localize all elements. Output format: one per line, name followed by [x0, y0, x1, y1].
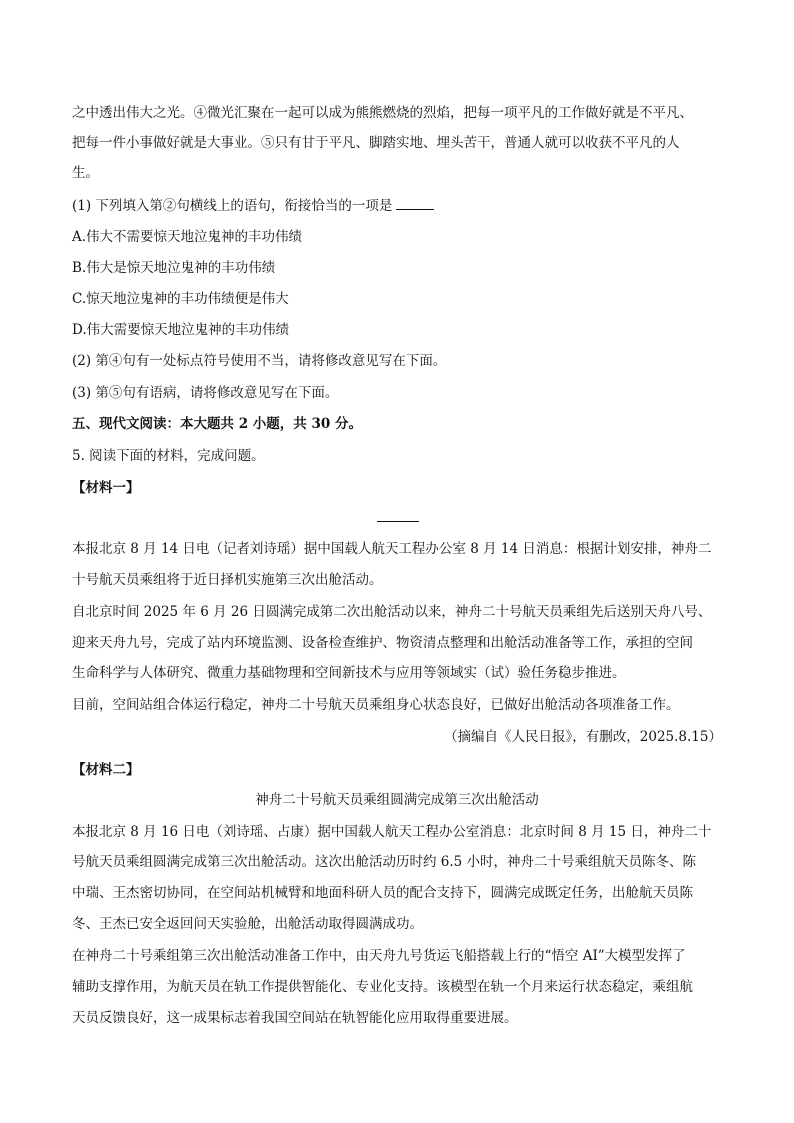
- text-line: 辅助支撑作用，为航天员在轨工作提供智能化、专业化支持。该模型在轨一个月来运行状态稳定，乘组航: [72, 979, 693, 995]
- text-line: 迎来天舟九号，完成了站内环境监测、设备检查维护、物资清点整理和出舱活动准备等工作，承担的空间: [72, 635, 693, 651]
- text-line: 把每一件小事做好就是大事业。⑤只有甘于平凡、脚踏实地、埋头苦干，普通人就可以收获不平凡的人: [72, 135, 680, 151]
- option-c: C.惊天地泣鬼神的丰功伟绩便是伟大: [72, 291, 289, 307]
- source-citation: （摘编自《人民日报》，有删改，2025.8.15）: [444, 729, 722, 745]
- question-1-text: (1) 下列填入第②句横线上的语句，衔接恰当的一项是: [72, 198, 393, 214]
- question-3: (3) 第⑤句有语病，请将修改意见写在下面。: [72, 385, 339, 401]
- question-1: [72, 197, 722, 215]
- text-line: 生。: [72, 165, 99, 181]
- text-line: 冬、王杰已安全返回问天实验舱，出舱活动取得圆满成功。: [72, 916, 423, 932]
- material-1-label: 【材料一】: [72, 480, 140, 496]
- text-line: 在神舟二十号乘组第三次出舱活动准备工作中，由天舟九号货运飞船搭载上行的“悟空 AI”大模型发挥了: [72, 948, 686, 964]
- title-blank-line: [377, 521, 419, 522]
- option-b: B.伟大是惊天地泣鬼神的丰功伟绩: [72, 260, 276, 276]
- text-line: 本报北京 8 月 14 日电（记者刘诗瑶）据中国载人航天工程办公室 8 月 14 日消息：根据计划安排，神舟二: [72, 541, 712, 557]
- text-line: 中瑞、王杰密切协同，在空间站机械臂和地面科研人员的配合支持下，圆满完成既定任务，出舱航天员陈: [72, 885, 693, 901]
- section-heading: 五、现代文阅读：本大题共 2 小题，共 30 分。: [72, 416, 362, 432]
- question-5: 5. 阅读下面的材料，完成问题。: [72, 448, 265, 464]
- text-line: 号航天员乘组圆满完成第三次出舱活动。这次出舱活动历时约 6.5 小时，神舟二十号乘组航天员陈冬、陈: [72, 854, 697, 870]
- text-line: 本报北京 8 月 16 日电（刘诗瑶、占康）据中国载人航天工程办公室消息：北京时间 8 月 15 日，神舟二十: [72, 824, 712, 840]
- question-2: (2) 第④句有一处标点符号使用不当，请将修改意见写在下面。: [72, 353, 447, 369]
- text-line: 生命科学与人体研究、微重力基础物理和空间新技术与应用等领域实（试）验任务稳步推进。: [72, 665, 626, 681]
- text-line: 目前，空间站组合体运行稳定，神舟二十号航天员乘组身心状态良好，已做好出舱活动各项准备工作。: [72, 697, 680, 713]
- text-line: 之中透出伟大之光。④微光汇聚在一起可以成为熊熊燃烧的烈焰，把每一项平凡的工作做好就是不平凡、: [72, 105, 693, 121]
- option-a: A.伟大不需要惊天地泣鬼神的丰功伟绩: [72, 229, 303, 245]
- answer-blank: [396, 197, 434, 210]
- text-line: 自北京时间 2025 年 6 月 26 日圆满完成第二次出舱活动以来，神舟二十号航天员乘组先后送别天舟八号、: [72, 604, 712, 620]
- text-line: 天员反馈良好，这一成果标志着我国空间站在轨智能化应用取得重要进展。: [72, 1010, 518, 1026]
- option-d: D.伟大需要惊天地泣鬼神的丰功伟绩: [72, 322, 290, 338]
- material-2-title: 神舟二十号航天员乘组圆满完成第三次出舱活动: [255, 792, 539, 808]
- material-2-label: 【材料二】: [72, 762, 140, 778]
- text-line: 十号航天员乘组将于近日择机实施第三次出舱活动。: [72, 572, 383, 588]
